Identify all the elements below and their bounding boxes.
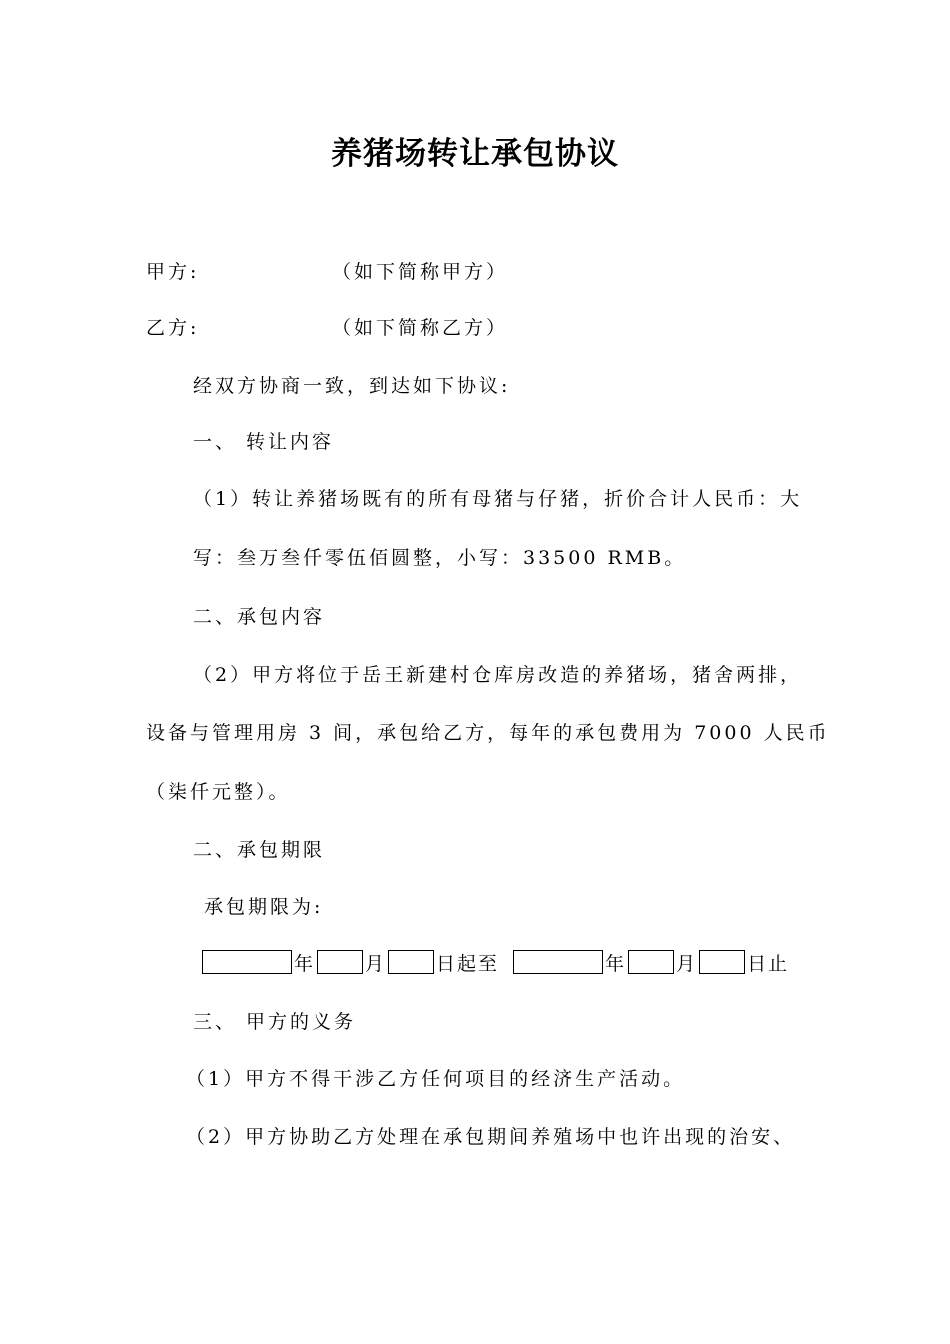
end-year-unit: 年 xyxy=(605,952,627,975)
contract-paragraph-line-3: （柒仟元整）。 xyxy=(146,781,291,803)
party-a-duty-2: （2）甲方协助乙方处理在承包期间养殖场中也许出现的治安、 xyxy=(186,1126,796,1148)
start-month-unit: 月 xyxy=(365,952,387,975)
end-month-field[interactable] xyxy=(628,950,674,974)
section-heading-party-a-duties: 三、 甲方的义务 xyxy=(193,1011,357,1033)
start-day-unit: 日起至 xyxy=(436,952,500,975)
term-intro: 承包期限为: xyxy=(204,896,324,918)
intro-paragraph: 经双方协商一致，到达如下协议: xyxy=(193,375,511,397)
section-heading-term: 二、承包期限 xyxy=(193,839,326,861)
contract-paragraph-line-1: （2）甲方将位于岳王新建村仓库房改造的养猪场，猪舍两排， xyxy=(193,664,803,686)
party-b-note: （如下简称乙方） xyxy=(332,317,509,339)
start-year-unit: 年 xyxy=(294,952,316,975)
transfer-paragraph-line-2: 写：叁万叁仟零伍佰圆整，小写：33500 RMB。 xyxy=(193,547,687,569)
start-day-field[interactable] xyxy=(388,950,434,974)
end-month-unit: 月 xyxy=(676,952,698,975)
party-a-note: （如下简称甲方） xyxy=(332,261,509,283)
party-a-label: 甲方: xyxy=(146,261,200,283)
end-day-field[interactable] xyxy=(699,950,745,974)
contract-paragraph-line-2: 设备与管理用房 3 间，承包给乙方，每年的承包费用为 7000 人民币 xyxy=(146,722,830,744)
party-a-line xyxy=(146,258,509,286)
party-b-label: 乙方: xyxy=(146,317,200,339)
document-title: 养猪场转让承包协议 xyxy=(331,136,619,172)
term-date-row xyxy=(202,948,791,976)
start-year-field[interactable] xyxy=(202,950,292,974)
start-month-field[interactable] xyxy=(317,950,363,974)
transfer-paragraph-line-1: （1）转让养猪场既有的所有母猪与仔猪，折价合计人民币：大 xyxy=(193,488,803,510)
section-heading-transfer: 一、 转让内容 xyxy=(193,431,335,453)
end-year-field[interactable] xyxy=(513,950,603,974)
party-b-line xyxy=(146,314,509,342)
party-a-duty-1: （1）甲方不得干涉乙方任何项目的经济生产活动。 xyxy=(186,1068,686,1090)
end-day-unit: 日止 xyxy=(747,952,790,975)
section-heading-contract: 二、承包内容 xyxy=(193,606,326,628)
